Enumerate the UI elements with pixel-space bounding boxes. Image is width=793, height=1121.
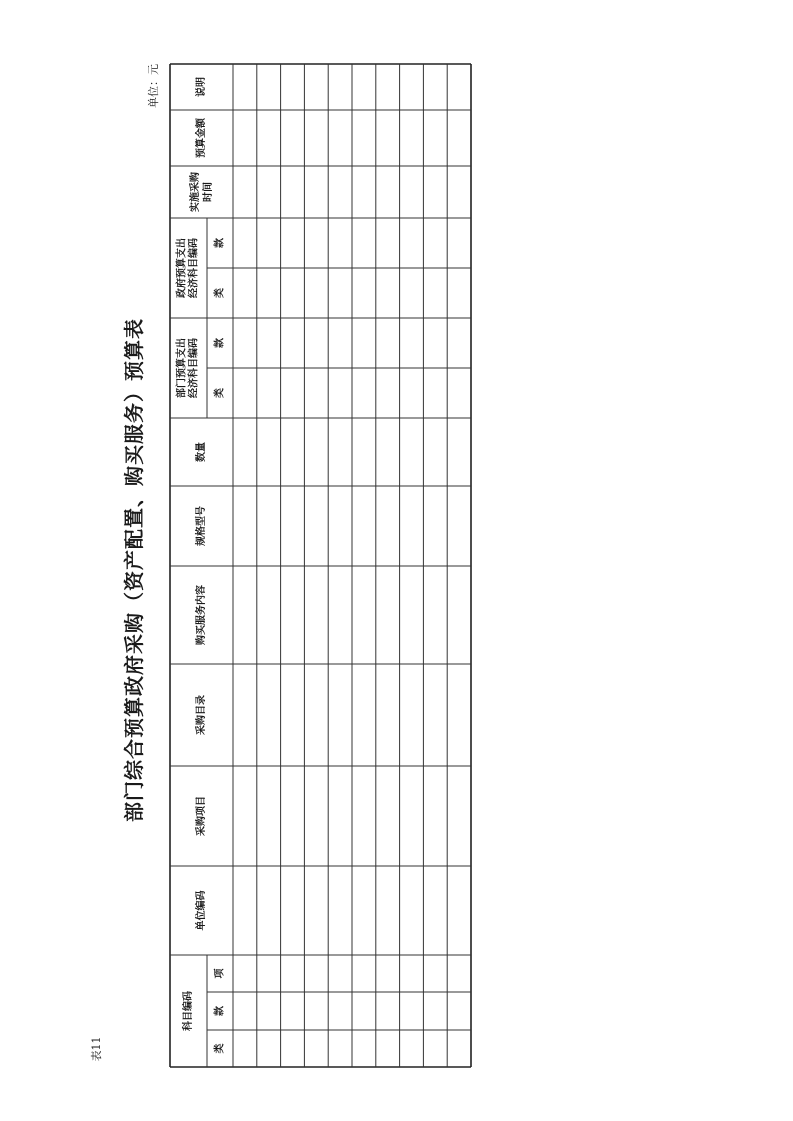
column-header-4: 购买服务内容 [196,585,207,645]
page-title: 部门综合预算政府采购（资产配置、购买服务）预算表 [122,318,146,822]
column-header-8-line-1: 经济科目编码 [188,238,200,298]
subcolumn-header-2: 项 [214,968,226,979]
subcolumn-header-kuan: 款 [214,238,226,248]
table-header [175,77,226,1054]
column-header-subject-code: 科目编码 [183,991,194,1031]
subcolumn-header-0: 类 [214,1043,226,1054]
subcolumn-header-kuan: 款 [214,338,226,348]
column-header-6: 数量 [196,442,207,462]
subcolumn-header-lei: 类 [214,388,226,398]
column-header-3: 采购目录 [196,695,207,735]
table-grid [170,64,471,1067]
table-number: 表11 [90,1036,103,1062]
column-header-10: 预算金额 [196,118,207,158]
column-header-9-line-0: 实施采购 [190,172,201,212]
column-header-1: 单位编码 [196,890,207,931]
column-header-9-line-1: 时间 [203,182,214,202]
column-header-2: 采购项目 [196,796,207,836]
column-header-8-line-0: 政府预算支出 [176,238,188,298]
subcolumn-header-1: 款 [214,1006,226,1016]
subcolumn-header-lei: 类 [214,288,226,298]
column-header-7-line-0: 部门预算支出 [176,338,188,398]
column-header-11: 说明 [196,77,207,97]
column-header-7-line-1: 经济科目编码 [188,338,200,398]
column-header-5: 规格型号 [196,506,207,546]
unit-label: 单位：元 [147,64,160,108]
